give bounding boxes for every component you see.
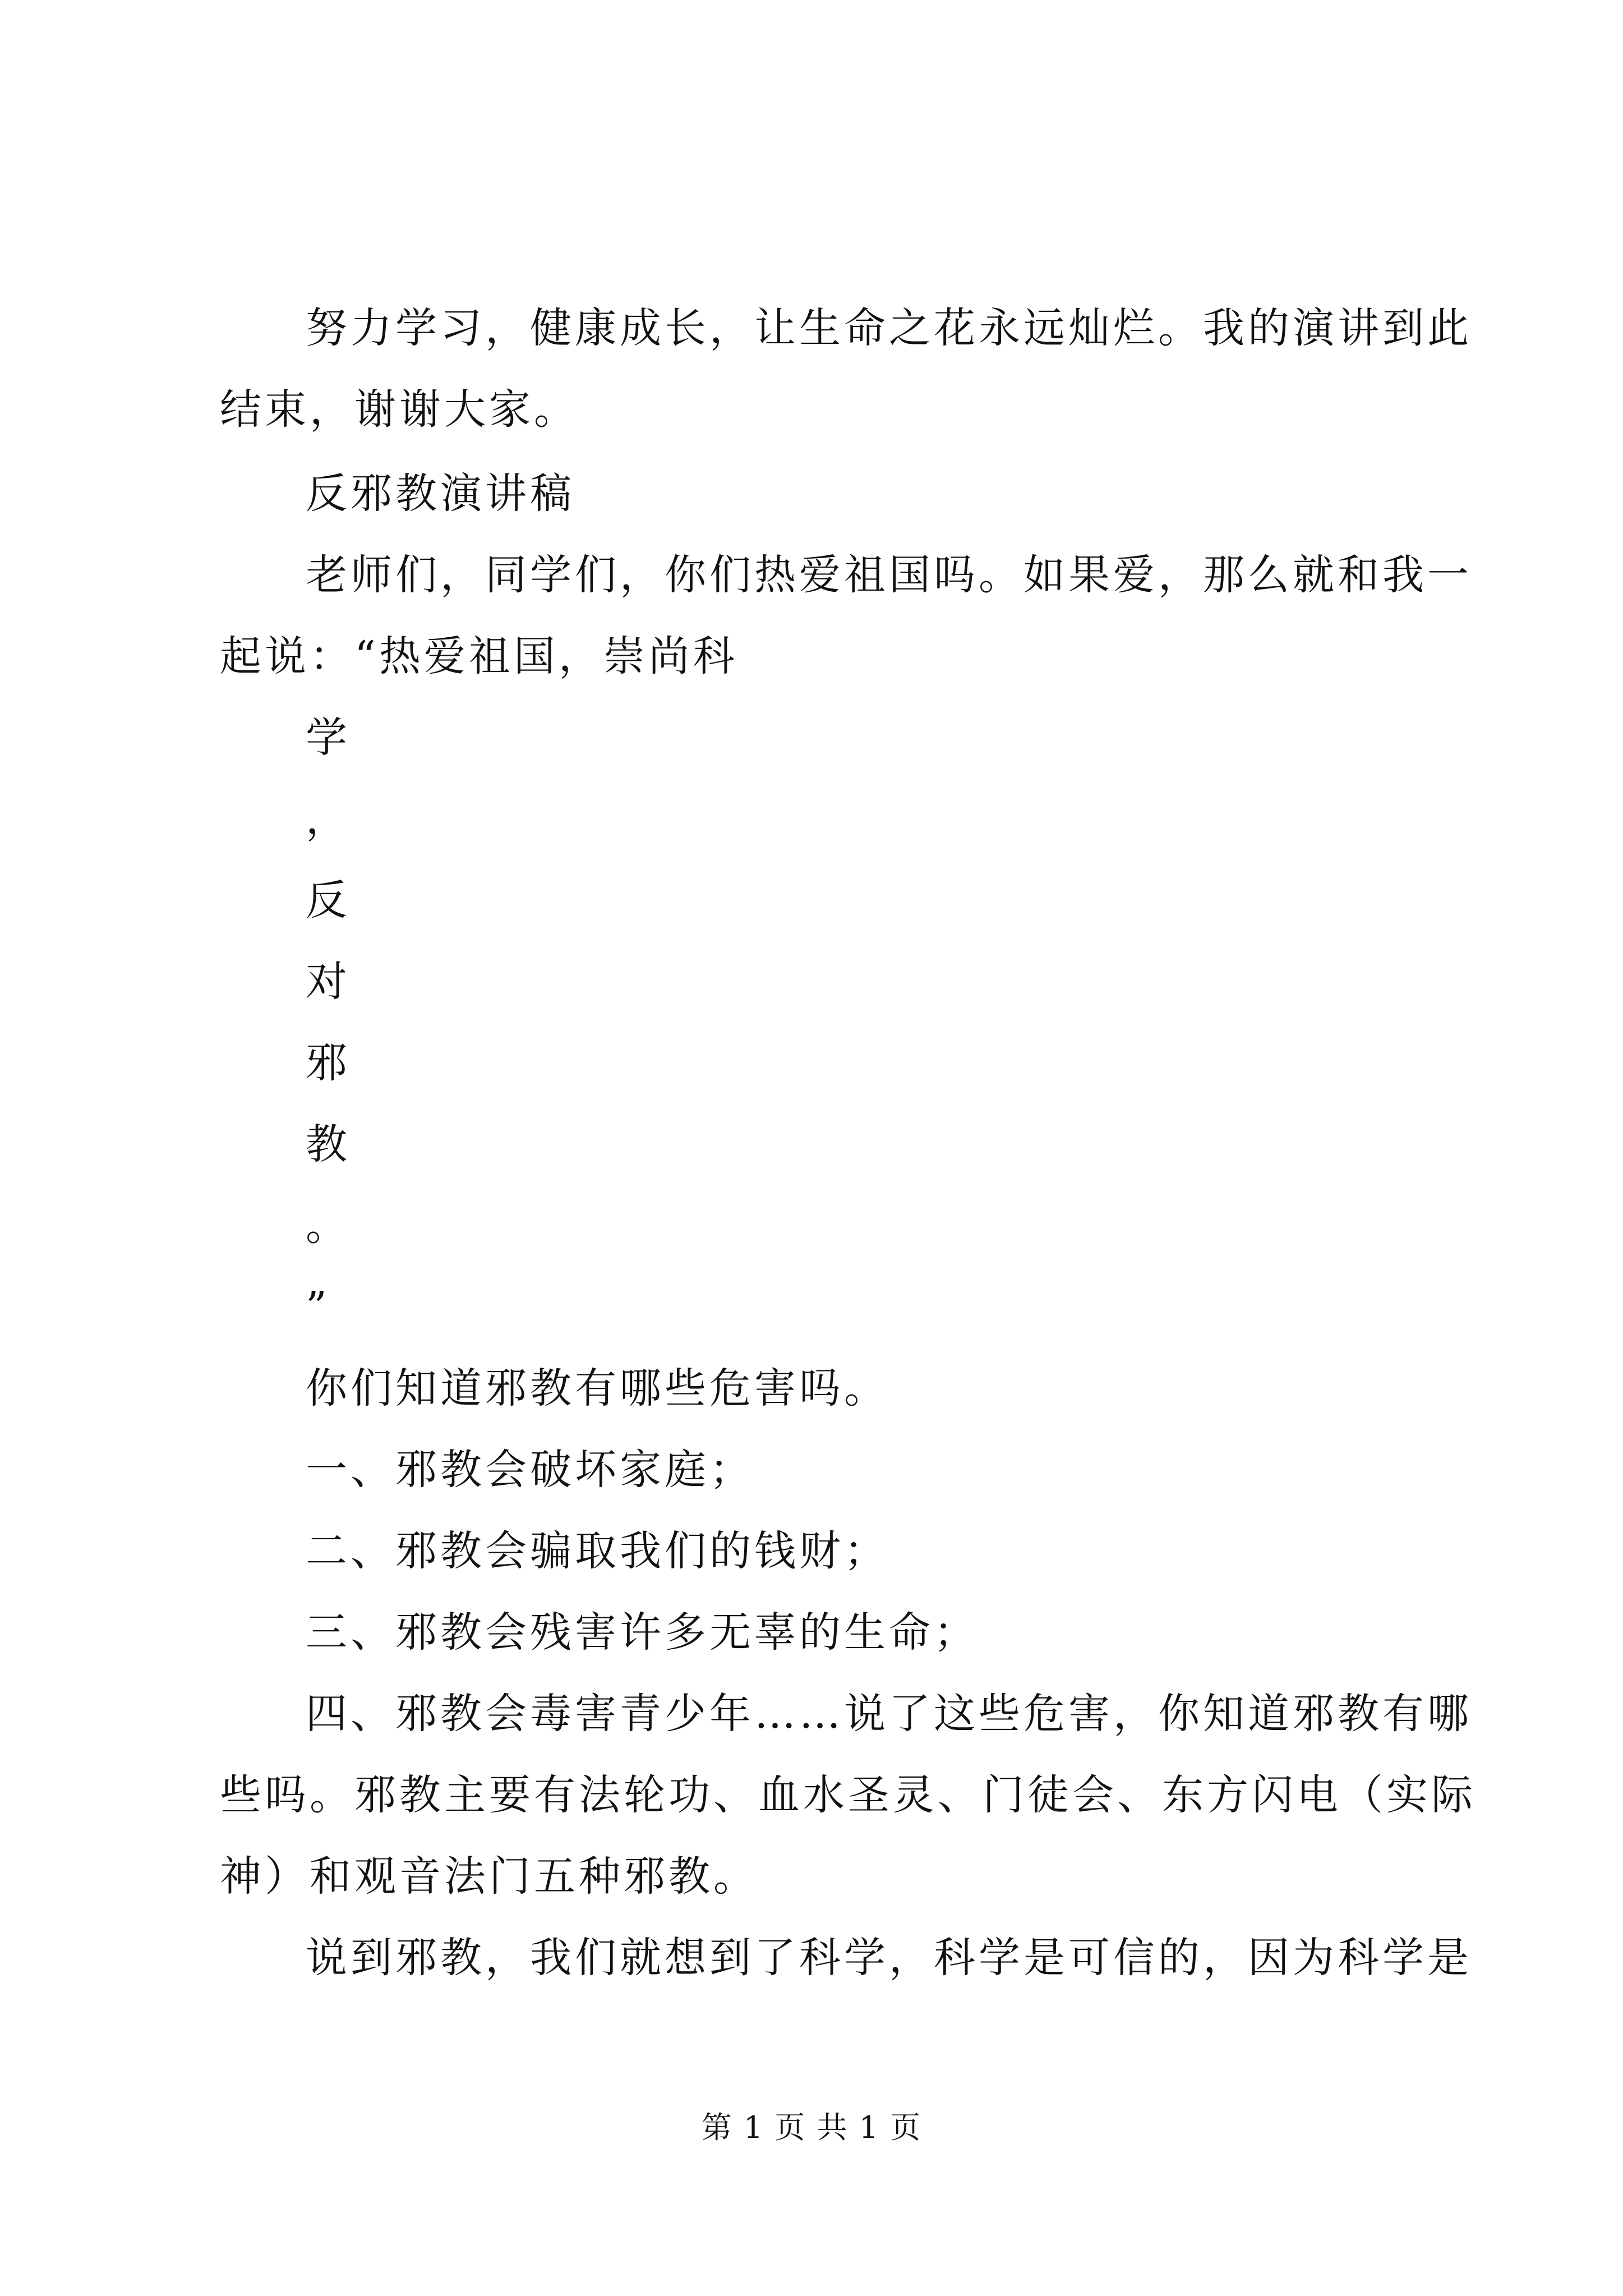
paragraph-line: 反: [306, 876, 351, 924]
paragraph-line: 些吗。邪教主要有法轮功、血水圣灵、门徒会、东方闪电（实际: [220, 1771, 1476, 1819]
paragraph-line: 你们知道邪教有哪些危害吗。: [306, 1364, 889, 1412]
list-item: 四、邪教会毒害青少年……说了这些危害，你知道邪教有哪: [306, 1690, 1472, 1738]
list-item: 一、邪教会破坏家庭；: [306, 1446, 754, 1494]
list-item: 三、邪教会残害许多无辜的生命；: [306, 1608, 979, 1657]
paragraph-line: 。: [306, 1202, 351, 1250]
paragraph-line: ”: [306, 1283, 330, 1331]
paragraph-line: 老师们，同学们，你们热爱祖国吗。如果爱，那么就和我一: [306, 551, 1472, 599]
paragraph-line: 神）和观音法门五种邪教。: [220, 1852, 758, 1901]
page-footer: 第 1 页 共 1 页: [701, 2110, 922, 2145]
paragraph-line: 努力学习，健康成长，让生命之花永远灿烂。我的演讲到此: [306, 304, 1472, 352]
paragraph-line: 结束，谢谢大家。: [220, 385, 579, 434]
paragraph-line: 对: [306, 958, 351, 1006]
paragraph-line: ，: [306, 795, 351, 843]
paragraph-line: 学: [306, 714, 351, 762]
paragraph-line: 说到邪教，我们就想到了科学，科学是可信的，因为科学是: [306, 1934, 1472, 1982]
section-title: 反邪教演讲稿: [306, 470, 575, 518]
paragraph-line: 邪: [306, 1039, 351, 1087]
list-item: 二、邪教会骗取我们的钱财；: [306, 1527, 889, 1575]
paragraph-line: 教: [306, 1120, 351, 1168]
paragraph-line: 起说：“热爱祖国，崇尚科: [220, 632, 738, 680]
